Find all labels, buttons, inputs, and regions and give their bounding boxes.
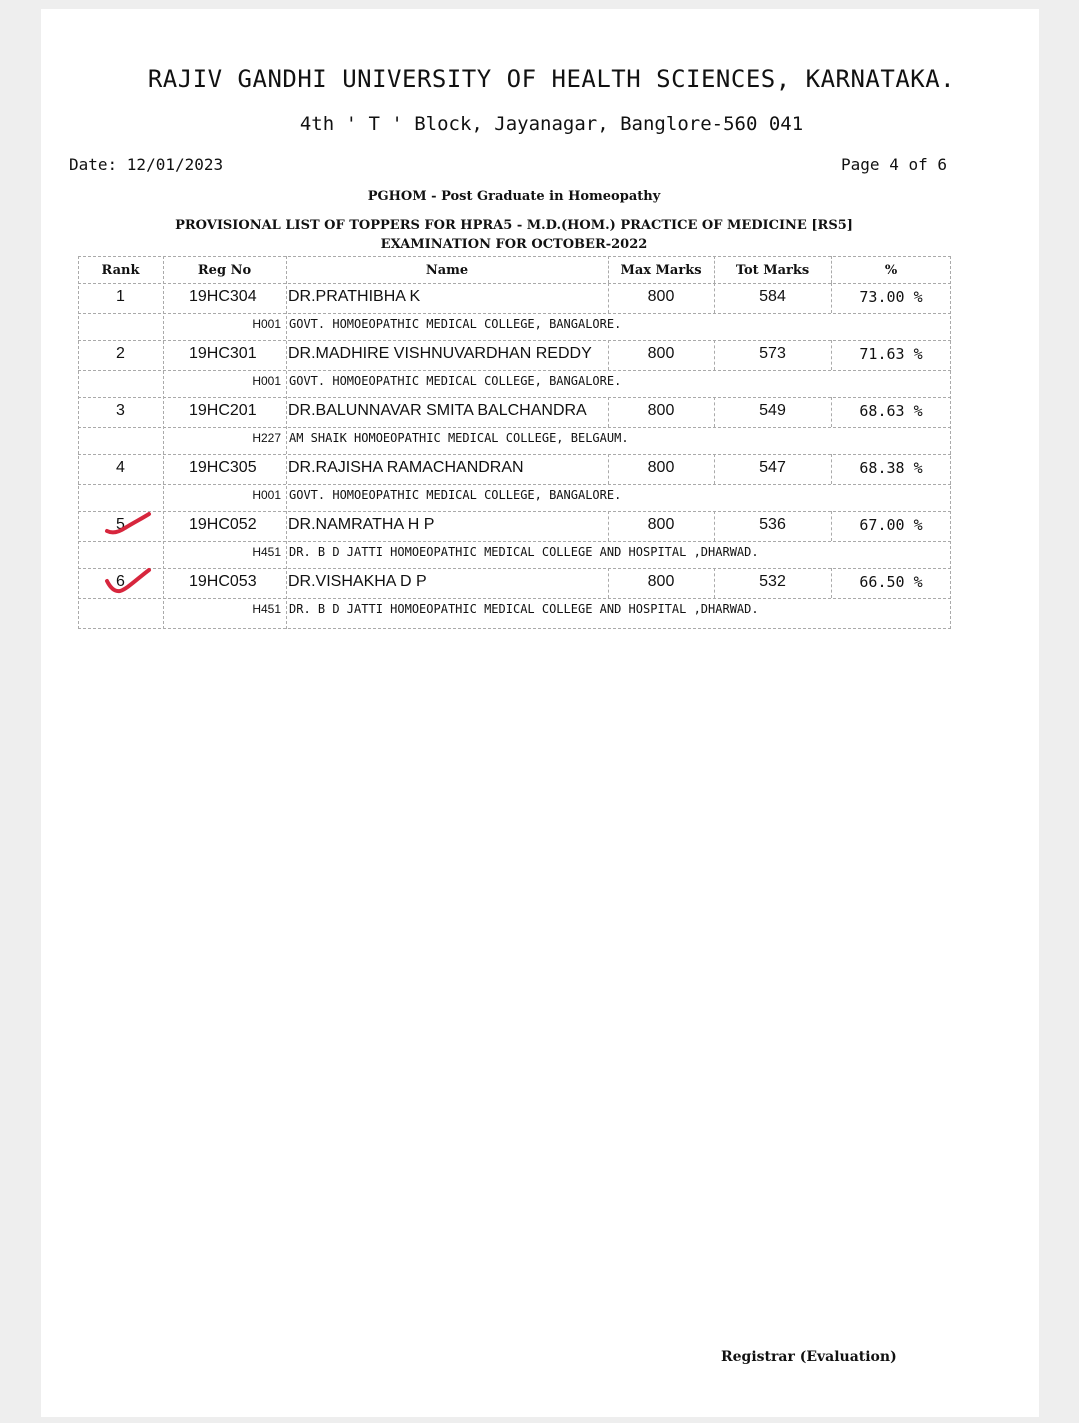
column-header-name: Name [425, 263, 469, 278]
cell-max-marks: 800 [647, 516, 675, 533]
cell-reg-no: 19HC301 [189, 345, 257, 362]
column-header-max-marks: Max Marks [620, 263, 702, 278]
university-address: 4th ' T ' Block, Jayanagar, Banglore-560 041 [299, 113, 804, 135]
cell-name: DR.RAJISHA RAMACHANDRAN [288, 459, 524, 476]
cell-percent: 68.38 % [859, 459, 923, 477]
cell-name: DR.BALUNNAVAR SMITA BALCHANDRA [288, 402, 587, 419]
cell-college-code: H001 [252, 374, 281, 388]
cell-name: DR.MADHIRE VISHNUVARDHAN REDDY [288, 345, 592, 362]
cell-tot-marks: 536 [759, 516, 786, 533]
column-header-percent: % [884, 263, 898, 278]
university-title: RAJIV GANDHI UNIVERSITY OF HEALTH SCIENCES, KARNATAKA. [147, 65, 956, 93]
cell-reg-no: 19HC304 [189, 288, 257, 305]
list-title-line1: PROVISIONAL LIST OF TOPPERS FOR HPRA5 - M.D.(HOM.) PRACTICE OF MEDICINE [RS5] [175, 218, 853, 233]
cell-name: DR.VISHAKHA D P [288, 573, 427, 590]
cell-reg-no: 19HC052 [189, 516, 257, 533]
cell-college-code: H227 [252, 431, 281, 445]
cell-max-marks: 800 [647, 459, 675, 476]
column-header-tot-marks: Tot Marks [735, 263, 810, 278]
cell-reg-no: 19HC305 [189, 459, 257, 476]
cell-college-name: GOVT. HOMOEOPATHIC MEDICAL COLLEGE, BANGALORE. [289, 374, 622, 388]
document-date: Date: 12/01/2023 [69, 155, 224, 174]
cell-college-name: DR. B D JATTI HOMOEOPATHIC MEDICAL COLLEGE AND HOSPITAL ,DHARWAD. [289, 602, 759, 616]
cell-college-name: GOVT. HOMOEOPATHIC MEDICAL COLLEGE, BANGALORE. [289, 317, 622, 331]
cell-tot-marks: 532 [759, 573, 786, 590]
cell-percent: 66.50 % [859, 573, 923, 591]
cell-reg-no: 19HC053 [189, 573, 257, 590]
cell-name: DR.NAMRATHA H P [288, 516, 435, 533]
cell-percent: 71.63 % [859, 345, 923, 363]
cell-rank: 6 [116, 573, 125, 590]
course-title: PGHOM - Post Graduate in Homeopathy [367, 189, 661, 204]
cell-college-code: H451 [252, 602, 281, 616]
cell-rank: 5 [116, 516, 125, 533]
cell-tot-marks: 547 [759, 459, 786, 476]
cell-max-marks: 800 [647, 402, 675, 419]
cell-college-code: H001 [252, 317, 281, 331]
cell-name: DR.PRATHIBHA K [288, 288, 421, 305]
cell-college-code: H001 [252, 488, 281, 502]
cell-percent: 73.00 % [859, 288, 923, 306]
cell-rank: 1 [116, 288, 125, 305]
page-number: Page 4 of 6 [841, 155, 947, 174]
cell-percent: 67.00 % [859, 516, 923, 534]
checkmark-annotation-rank-5 [103, 507, 153, 539]
cell-percent: 68.63 % [859, 402, 923, 420]
list-title-line2: EXAMINATION FOR OCTOBER-2022 [380, 237, 648, 252]
checkmark-annotation-rank-6 [103, 565, 153, 597]
cell-tot-marks: 584 [759, 288, 786, 305]
column-header-rank: Rank [101, 263, 140, 278]
cell-rank: 4 [116, 459, 125, 476]
cell-max-marks: 800 [647, 573, 675, 590]
document-page [41, 9, 1039, 1417]
cell-tot-marks: 549 [759, 402, 786, 419]
registrar-signature-label: Registrar (Evaluation) [721, 1349, 897, 1365]
cell-rank: 3 [116, 402, 125, 419]
cell-college-name: GOVT. HOMOEOPATHIC MEDICAL COLLEGE, BANGALORE. [289, 488, 622, 502]
cell-max-marks: 800 [647, 345, 675, 362]
column-header-reg-no: Reg No [197, 263, 252, 278]
cell-college-name: AM SHAIK HOMOEOPATHIC MEDICAL COLLEGE, BELGAUM. [289, 431, 629, 445]
cell-tot-marks: 573 [759, 345, 786, 362]
cell-college-name: DR. B D JATTI HOMOEOPATHIC MEDICAL COLLEGE AND HOSPITAL ,DHARWAD. [289, 545, 759, 559]
cell-reg-no: 19HC201 [189, 402, 257, 419]
cell-rank: 2 [116, 345, 125, 362]
cell-college-code: H451 [252, 545, 281, 559]
cell-max-marks: 800 [647, 288, 675, 305]
